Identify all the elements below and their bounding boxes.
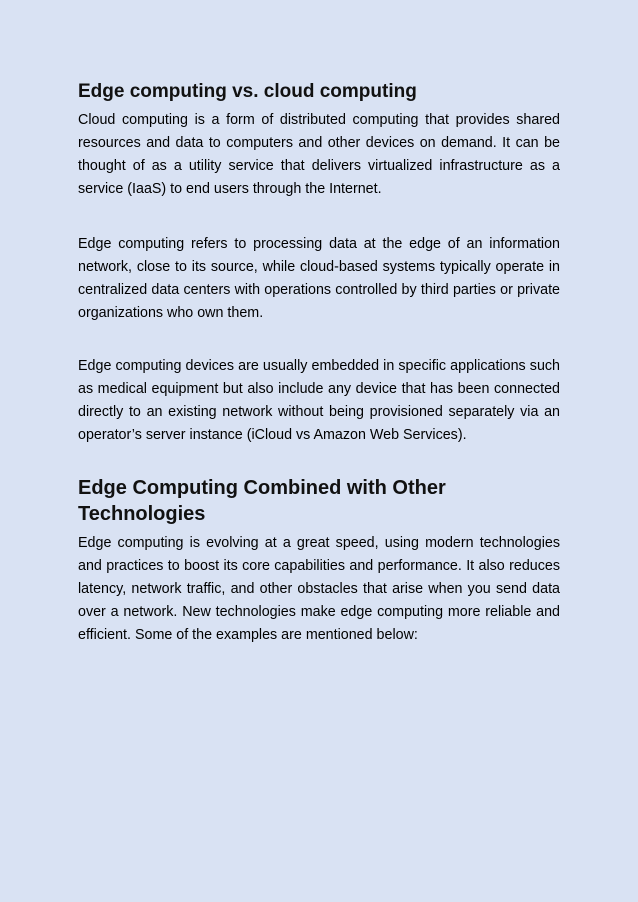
paragraph-edge-computing-definition: Edge computing refers to processing data at the edge of an information network, close to its source, while cloud-based systems typically operate in centralized data centers with operations controlled by third parties or private organizations who own them. bbox=[78, 236, 560, 321]
spacer bbox=[78, 447, 560, 475]
paragraph-cloud-computing: Cloud computing is a form of distributed computing that provides shared resources and data to computers and other devices on demand. It can be thought of as a utility service that delivers virtualized infrastructure as a service (IaaS) to end users through the Internet. bbox=[78, 112, 560, 197]
spacer bbox=[78, 201, 560, 233]
paragraph-edge-devices: Edge computing devices are usually embedded in specific applications such as medical equipment but also include any device that has been connected directly to an existing network without being provisioned separately via an operator’s server instance (iCloud vs Amazon Web Services). bbox=[78, 358, 560, 443]
document-page bbox=[78, 80, 560, 647]
section-heading-edge-combined: Edge Computing Combined with Other Technologies bbox=[78, 477, 446, 525]
paragraph-edge-evolving: Edge computing is evolving at a great speed, using modern technologies and practices to boost its core capabilities and performance. It also reduces latency, network traffic, and other obstacles that arise when you send data over a network. New technologies make edge computing more reliable and efficient. Some of the examples are mentioned below: bbox=[78, 535, 560, 643]
section-heading-edge-vs-cloud: Edge computing vs. cloud computing bbox=[78, 81, 417, 102]
spacer bbox=[78, 325, 560, 355]
